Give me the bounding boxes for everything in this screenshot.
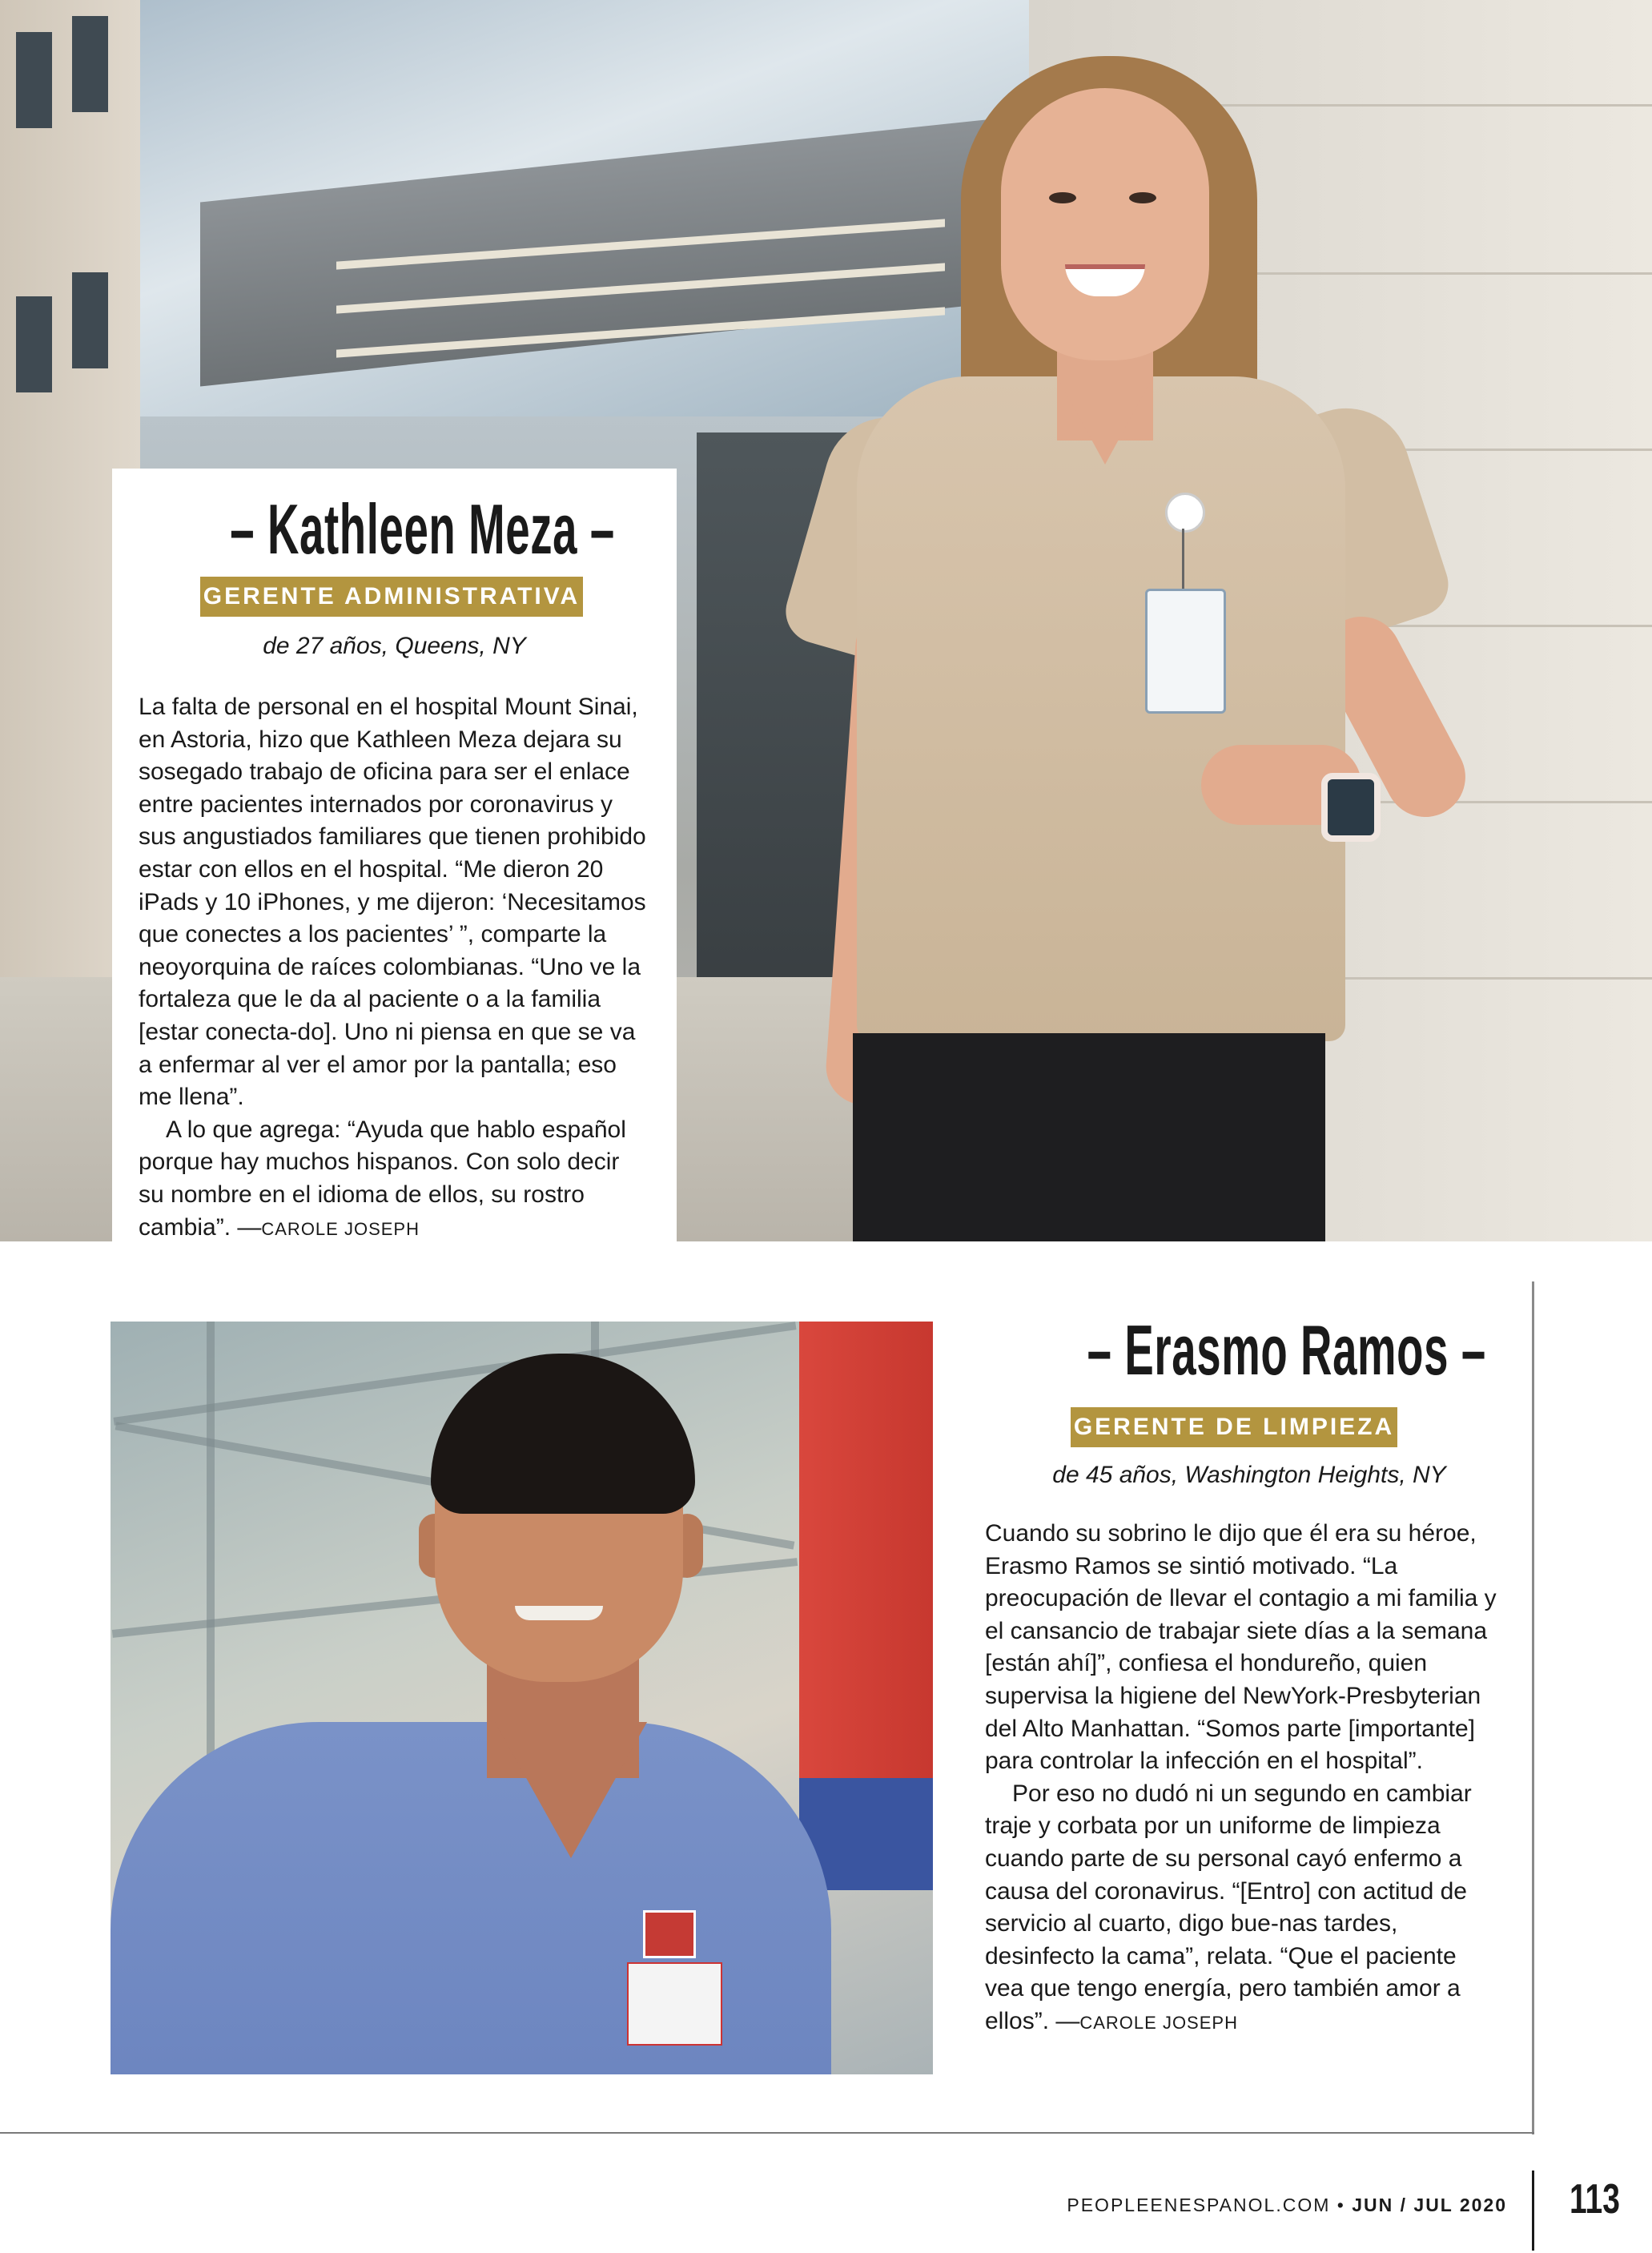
footer-divider <box>1532 2171 1534 2251</box>
paragraph: A lo que agrega: “Ayuda que hablo español porque hay muchos hispanos. Con solo decir su nombre en el idioma de ellos, su rostro cambia”. —CAROLE JOSEPH <box>139 1116 626 1241</box>
paragraph: Cuando su sobrino le dijo que él era su héroe, Erasmo Ramos se sintió motivado. “La preocupación de llevar el contagio a mi familia y el cansancio de trabajar siete días a la semana [están ahí]”, confiesa el hondureño, quien supervisa la higiene del NewYork-Presbyterian del Alto Manhattan. “Somos parte [importante] para controlar la infección en el hospital”. <box>985 1520 1497 1775</box>
id-badge <box>1145 589 1226 714</box>
profile-body <box>985 1518 1497 2040</box>
profile-role-badge: GERENTE DE LIMPIEZA <box>1071 1407 1397 1447</box>
profile-name: – Erasmo Ramos – <box>1087 1310 1486 1390</box>
paragraph: Por eso no dudó ni un segundo en cambiar traje y corbata por un uniforme de limpieza cuando parte de su personal cayó enfermo a causa del coronavirus. “[Entro] con actitud de servicio al cuarto, digo bue-nas tardes, desinfecto la cama”, relata. “Que el paciente vea que tengo energía, pero también amor a ellos”. —CAROLE JOSEPH <box>985 1780 1472 2034</box>
profile-role-badge: GERENTE ADMINISTRATIVA <box>200 577 583 617</box>
id-badge <box>627 1962 722 2046</box>
profile-card-kathleen <box>112 469 677 1241</box>
section-rule-vertical <box>1532 1281 1534 2134</box>
profile-body <box>139 691 651 1245</box>
byline: CAROLE JOSEPH <box>261 1218 420 1239</box>
website: PEOPLEENESPANOL.COM <box>1067 2195 1331 2215</box>
profile-card-erasmo <box>965 1281 1533 2134</box>
page-number: 113 <box>1570 2176 1620 2223</box>
paragraph: La falta de personal en el hospital Mount Sinai, en Astoria, hizo que Kathleen Meza dejara su sosegado trabajo de oficina para ser el enlace entre pacientes internados por coronavirus y sus angustiados familiares que tienen prohibido estar con ellos en el hospital. “Me dieron 20 iPads y 10 iPhones, y me dijeron: ‘Necesitamos que conectes a los pacientes’ ”, comparte la neoyorquina de raíces colombianas. “Uno ve la fortaleza que le da al paciente o a la familia [estar conecta-do]. Uno ni piensa en que se va a enfermar al ver el amor por la pantalla; eso me llena”. <box>139 694 646 1111</box>
lapel-pin <box>643 1910 696 1958</box>
byline: CAROLE JOSEPH <box>1079 2012 1238 2033</box>
separator: • <box>1336 2195 1345 2215</box>
footer-folio <box>1067 2195 1507 2216</box>
erasmo-ramos-photo <box>111 1322 933 2074</box>
profile-meta: de 45 años, Washington Heights, NY <box>1052 1462 1446 1488</box>
profile-name: – Kathleen Meza – <box>230 489 615 569</box>
issue-date: JUN / JUL 2020 <box>1352 2195 1507 2215</box>
section-rule-horizontal <box>0 2132 1534 2134</box>
profile-meta: de 27 años, Queens, NY <box>263 633 526 659</box>
